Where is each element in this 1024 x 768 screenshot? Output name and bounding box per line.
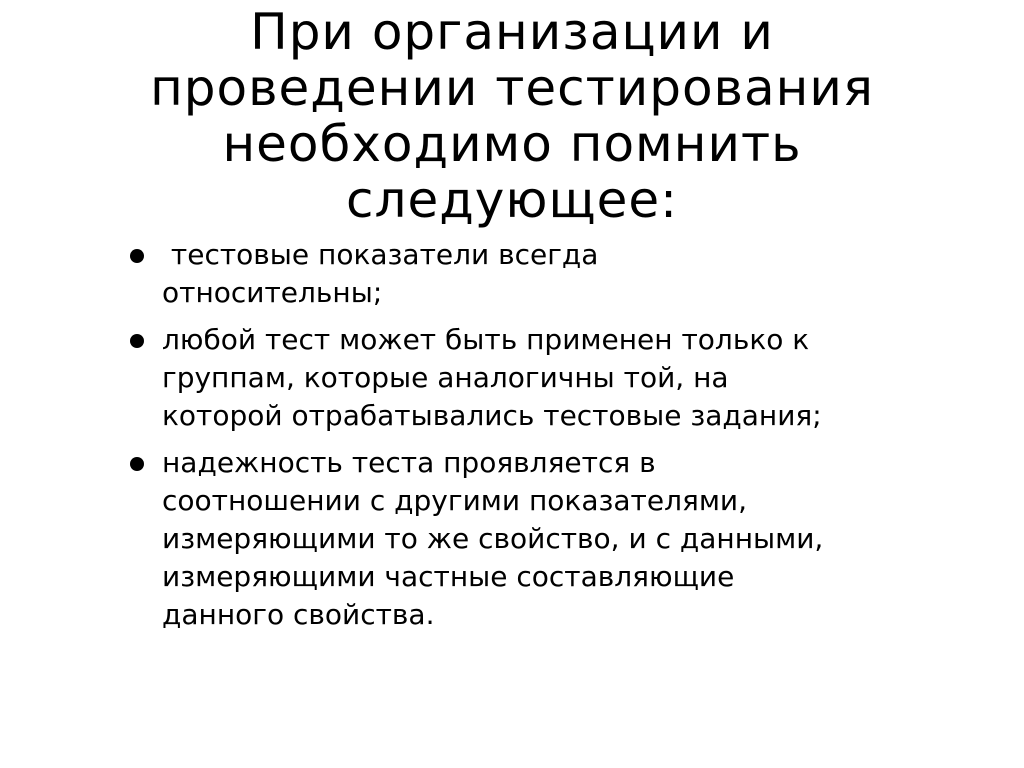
bullet-text-line: надежность теста проявляется в xyxy=(162,446,656,479)
bullet-item xyxy=(130,236,990,312)
bullet-dot-icon xyxy=(130,249,144,263)
bullet-list xyxy=(130,236,990,643)
bullet-text-line: тестовые показатели всегда xyxy=(162,238,599,271)
slide-title xyxy=(40,4,984,228)
title-line: При организации и xyxy=(250,3,774,61)
bullet-text-line: любой тест может быть применен только к xyxy=(162,323,810,356)
title-line: проведении тестирования xyxy=(150,59,874,117)
bullet-text-line: группам, которые аналогичны той, на xyxy=(162,361,729,394)
bullet-text-line: измеряющими частные составляющие xyxy=(162,560,735,593)
title-line: необходимо помнить xyxy=(222,115,802,173)
title-line: следующее: xyxy=(346,171,678,229)
bullet-text-line: которой отрабатывались тестовые задания; xyxy=(162,399,822,432)
bullet-dot-icon xyxy=(130,334,144,348)
bullet-item xyxy=(130,321,990,435)
bullet-text-line: относительны; xyxy=(162,276,383,309)
bullet-text-line: данного свойства. xyxy=(162,598,435,631)
bullet-text-line: измеряющими то же свойство, и с данными, xyxy=(162,522,824,555)
bullet-dot-icon xyxy=(130,457,144,471)
bullet-text-line: соотношении с другими показателями, xyxy=(162,484,748,517)
bullet-item xyxy=(130,444,990,634)
